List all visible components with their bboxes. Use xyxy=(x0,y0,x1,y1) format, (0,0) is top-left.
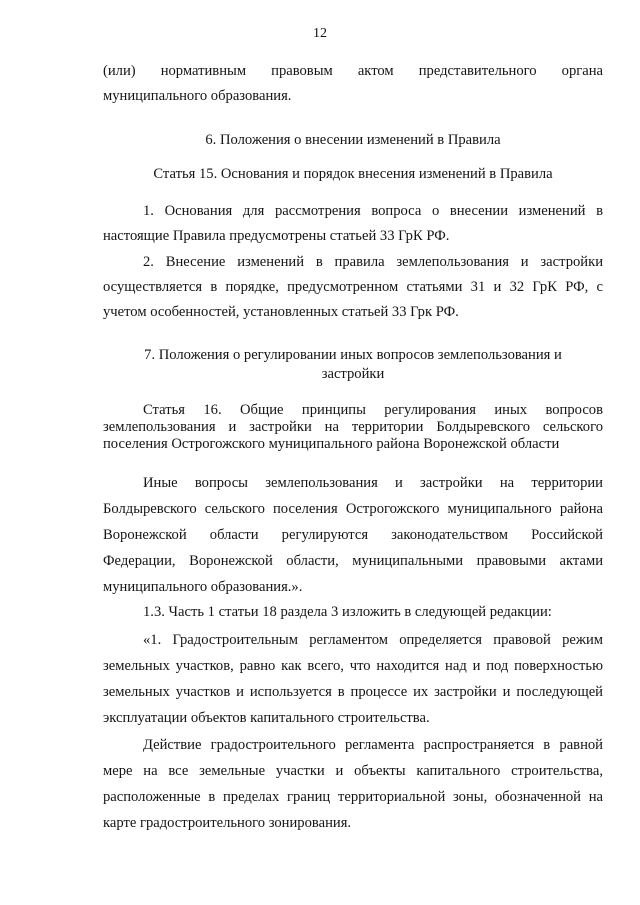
text-line: расположенные в пределах границ территориальной зоны, обозначенной на xyxy=(103,789,603,805)
text-line: муниципального образования. xyxy=(103,88,292,104)
text-line: учетом особенностей, установленных статьей 33 Грк РФ. xyxy=(103,304,459,320)
text-line: Действие градостроительного регламента распространяется в равной xyxy=(143,737,603,753)
heading-line: застройки xyxy=(321,366,385,382)
text-line: настоящие Правила предусмотрены статьей 33 ГрК РФ. xyxy=(103,228,450,244)
section-heading xyxy=(103,346,603,384)
list-item xyxy=(103,199,603,249)
body-paragraph xyxy=(103,732,603,836)
article-title xyxy=(103,402,603,453)
intro-paragraph xyxy=(103,59,603,109)
text-line: поселения Острогожского муниципального района Воронежской области xyxy=(103,436,560,452)
text-line: земельных участков, равно как всего, что находится над и под поверхностью xyxy=(103,658,603,674)
text-line: Иные вопросы землепользования и застройки на территории xyxy=(143,475,603,491)
text-line: земельных участков и используется в процессе их застройки и последующей xyxy=(103,684,603,700)
text-line: (или) нормативным правовым актом представительного органа xyxy=(103,63,603,79)
quoted-paragraph xyxy=(103,627,603,731)
text-line: мере на все земельные участки и объекты капитального строительства, xyxy=(103,763,603,779)
heading-line: 7. Положения о регулировании иных вопросов землепользования и xyxy=(144,347,562,363)
text-line: 1. Основания для рассмотрения вопроса о внесении изменений в xyxy=(143,203,603,219)
amendment-line xyxy=(103,600,603,625)
list-item xyxy=(103,250,603,325)
page-number: 12 xyxy=(313,26,327,41)
text-line: эксплуатации объектов капитального строительства. xyxy=(103,710,430,726)
text-line: Федерации, Воронежской области, муниципальными правовыми актами xyxy=(103,553,603,569)
body-paragraph xyxy=(103,470,603,600)
text-line: карте градостроительного зонирования. xyxy=(103,815,352,831)
text-line: муниципального образования.». xyxy=(103,579,303,595)
text-line: Болдыревского сельского поселения Острогожского муниципального района xyxy=(103,501,603,517)
text-line: Воронежской области регулируются законодательством Российской xyxy=(103,527,603,543)
text-line: 1.3. Часть 1 статьи 18 раздела 3 изложить в следующей редакции: xyxy=(143,604,552,620)
text-line: землепользования и застройки на территории Болдыревского сельского xyxy=(103,419,603,435)
section-heading: 6. Положения о внесении изменений в Правила xyxy=(205,132,501,148)
article-title: Статья 15. Основания и порядок внесения изменений в Правила xyxy=(153,166,553,182)
text-line: осуществляется в порядке, предусмотренном статьями 31 и 32 ГрК РФ, с xyxy=(103,279,603,295)
text-line: Статья 16. Общие принципы регулирования иных вопросов xyxy=(143,402,603,418)
text-line: 2. Внесение изменений в правила землепользования и застройки xyxy=(143,254,603,270)
text-line: «1. Градостроительным регламентом определяется правовой режим xyxy=(143,632,603,648)
